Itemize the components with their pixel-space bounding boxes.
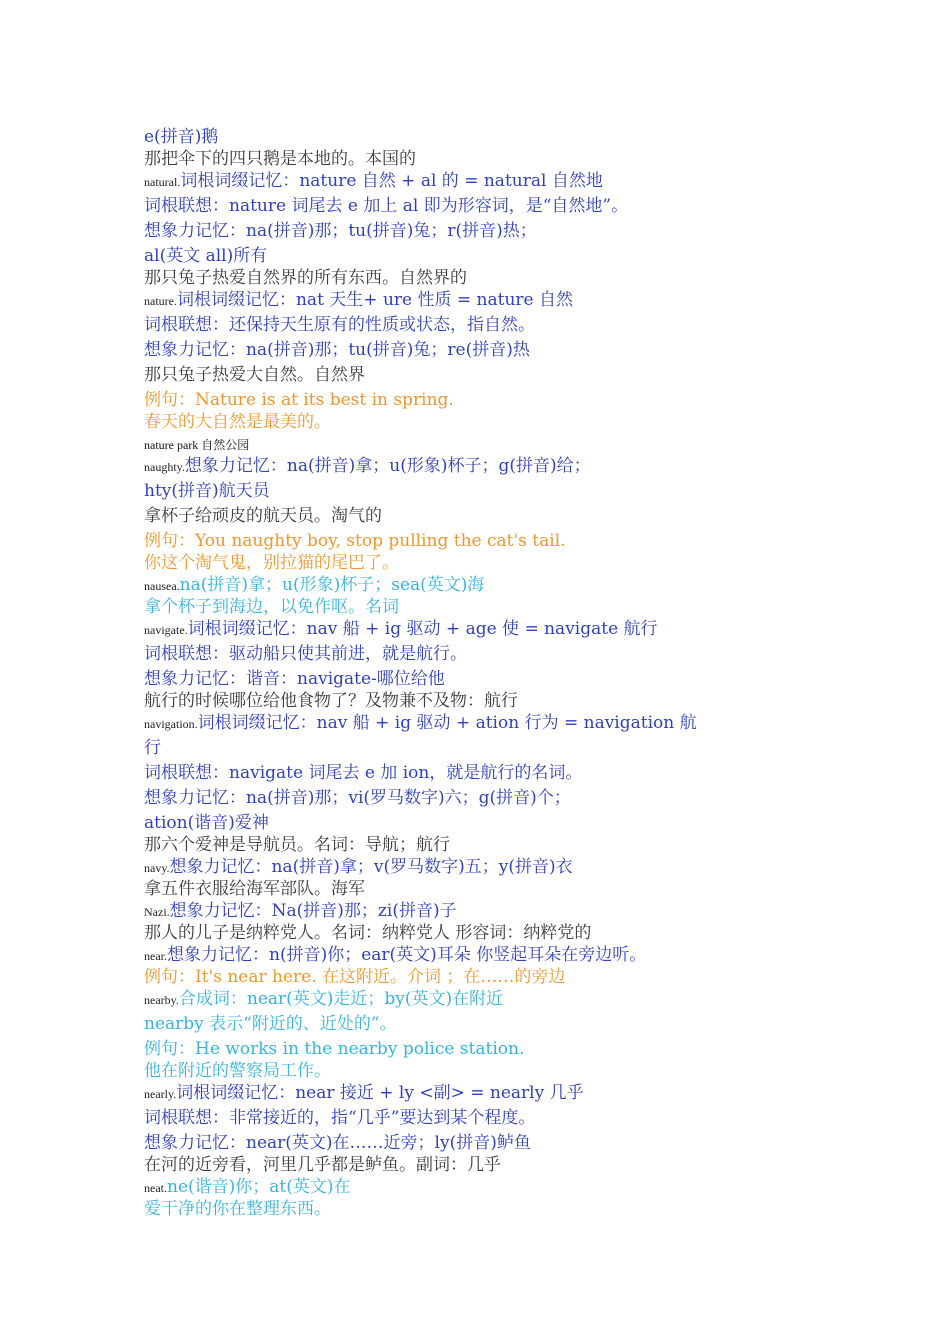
line-text: e(拼音)鹅 xyxy=(144,127,219,147)
line-text: 词根联想：驱动船只使其前进，就是航行。 xyxy=(144,644,467,664)
line-text: 想象力记忆：na(拼音)那；tu(拼音)兔；r(拼音)热； xyxy=(144,221,537,241)
text-line xyxy=(144,737,824,759)
text-line xyxy=(144,480,824,502)
text-line xyxy=(144,1132,824,1154)
line-text: 那六个爱神是导航员。名词：导航；航行 xyxy=(144,835,450,855)
headword: naughty. xyxy=(144,460,185,474)
text-line xyxy=(144,1154,824,1176)
line-text: 航行的时候哪位给他食物了？及物兼不及物：航行 xyxy=(144,691,518,711)
line-text: 想象力记忆：na(拼音)拿；u(形象)杯子；g(拼音)给； xyxy=(184,456,591,476)
line-text: 想象力记忆：n(拼音)你；ear(英文)耳朵 你竖起耳朵在旁边听。 xyxy=(167,945,647,965)
text-line xyxy=(144,1013,824,1035)
line-text: 词根联想：还保持天生原有的性质或状态，指自然。 xyxy=(144,315,535,335)
headword: near. xyxy=(144,949,167,963)
text-line xyxy=(144,787,824,809)
text-line xyxy=(144,245,824,267)
line-text: 词根词缀记忆：nav 船 + ig 驱动 + age 使 = navigate 航行 xyxy=(187,619,658,639)
text-line xyxy=(144,389,824,411)
headword: navy. xyxy=(144,861,170,875)
line-text: 拿杯子给顽皮的航天员。淘气的 xyxy=(144,506,382,526)
line-text: 例句：You naughty boy, stop pulling the cat's tail. xyxy=(144,531,566,551)
headword: nature. xyxy=(144,294,177,308)
line-text: 拿个杯子到海边，以免作呕。名词 xyxy=(144,597,399,617)
line-text: 词根词缀记忆：near 接近 + ly <副> = nearly 几乎 xyxy=(176,1083,584,1103)
text-line xyxy=(144,220,824,242)
line-text: 词根联想：nature 词尾去 e 加上 al 即为形容词，是“自然地”。 xyxy=(144,196,629,216)
line-text: 那只兔子热爱自然界的所有东西。自然界的 xyxy=(144,268,467,288)
text-line xyxy=(144,1060,824,1082)
line-text: 想象力记忆：Na(拼音)那；zi(拼音)子 xyxy=(169,901,457,921)
text-line xyxy=(144,267,824,289)
line-text: 例句：It's near here. 在这附近。介词 ；在……的旁边 xyxy=(144,967,566,987)
line-text: 他在附近的警察局工作。 xyxy=(144,1061,331,1081)
headword: navigate. xyxy=(144,623,188,637)
line-text: hty(拼音)航天员 xyxy=(144,481,270,501)
text-line xyxy=(144,812,824,834)
line-text: nearby 表示“附近的、近处的”。 xyxy=(144,1014,397,1034)
line-text: 词根词缀记忆：nature 自然 + al 的 = natural 自然地 xyxy=(180,171,603,191)
text-line xyxy=(144,126,824,148)
line-text: 例句：He works in the nearby police station. xyxy=(144,1039,525,1059)
document-body xyxy=(144,126,824,1220)
text-line xyxy=(144,530,824,552)
text-line xyxy=(144,289,824,311)
text-line xyxy=(144,900,824,922)
line-text: 行 xyxy=(144,738,161,758)
text-line xyxy=(144,411,824,433)
line-text: 想象力记忆：谐音：navigate-哪位给他 xyxy=(144,669,445,689)
line-text: 想象力记忆：na(拼音)那；tu(拼音)兔；re(拼音)热 xyxy=(144,340,530,360)
line-text: 合成词：near(英文)走近；by(英文)在附近 xyxy=(178,989,504,1009)
line-text: 词根联想：非常接近的，指“几乎”要达到某个程度。 xyxy=(144,1108,536,1128)
text-line xyxy=(144,596,824,618)
text-line xyxy=(144,433,824,455)
text-line xyxy=(144,988,824,1010)
text-line xyxy=(144,878,824,900)
headword: nearly. xyxy=(144,1087,177,1101)
line-text: 例句：Nature is at its best in spring. xyxy=(144,390,454,410)
text-line xyxy=(144,643,824,665)
line-text: 爱干净的你在整理东西。 xyxy=(144,1199,331,1219)
text-line xyxy=(144,856,824,878)
text-line xyxy=(144,1176,824,1198)
text-line xyxy=(144,148,824,170)
text-line xyxy=(144,455,824,477)
line-text: 想象力记忆：near(英文)在……近旁；ly(拼音)鲈鱼 xyxy=(144,1133,531,1153)
line-text: al(英文 all)所有 xyxy=(144,246,268,266)
headword: nausea. xyxy=(144,579,180,593)
line-text: 词根联想：navigate 词尾去 e 加 ion，就是航行的名词。 xyxy=(144,763,583,783)
text-line xyxy=(144,1082,824,1104)
text-line xyxy=(144,574,824,596)
headword: nearby. xyxy=(144,993,179,1007)
line-text: 那只兔子热爱大自然。自然界 xyxy=(144,365,365,385)
line-text: 你这个淘气鬼，别拉猫的尾巴了。 xyxy=(144,553,399,573)
line-text: 拿五件衣服给海军部队。海军 xyxy=(144,879,365,899)
text-line xyxy=(144,668,824,690)
headword: natural. xyxy=(144,175,181,189)
line-text: na(拼音)拿；u(形象)杯子；sea(英文)海 xyxy=(179,575,485,595)
text-line xyxy=(144,1038,824,1060)
text-line xyxy=(144,690,824,712)
line-text: 春天的大自然是最美的。 xyxy=(144,412,331,432)
text-line xyxy=(144,834,824,856)
line-text: 在河的近旁看，河里几乎都是鲈鱼。副词：几乎 xyxy=(144,1155,501,1175)
text-line xyxy=(144,170,824,192)
text-line xyxy=(144,195,824,217)
text-line xyxy=(144,922,824,944)
text-line xyxy=(144,1107,824,1129)
text-line xyxy=(144,364,824,386)
headword: neat. xyxy=(144,1181,167,1195)
line-text: ation(谐音)爱神 xyxy=(144,813,269,833)
line-text: 想象力记忆：na(拼音)拿；v(罗马数字)五；y(拼音)衣 xyxy=(169,857,573,877)
text-line xyxy=(144,339,824,361)
text-line xyxy=(144,1198,824,1220)
headword: navigation. xyxy=(144,717,198,731)
text-line xyxy=(144,966,824,988)
text-line xyxy=(144,314,824,336)
line-text: 词根词缀记忆：nat 天生+ ure 性质 = nature 自然 xyxy=(176,290,573,310)
phrase-text: nature park 自然公园 xyxy=(144,438,250,452)
text-line xyxy=(144,712,824,734)
line-text: 想象力记忆：na(拼音)那；vi(罗马数字)六；g(拼音)个； xyxy=(144,788,571,808)
line-text: ne(谐音)你；at(英文)在 xyxy=(167,1177,351,1197)
text-line xyxy=(144,944,824,966)
line-text: 词根词缀记忆：nav 船 + ig 驱动 + ation 行为 = navigation 航 xyxy=(197,713,697,733)
headword: Nazi. xyxy=(144,905,170,919)
line-text: 那把伞下的四只鹅是本地的。本国的 xyxy=(144,149,416,169)
text-line xyxy=(144,505,824,527)
line-text: 那人的儿子是纳粹党人。名词：纳粹党人 形容词：纳粹党的 xyxy=(144,923,592,943)
text-line xyxy=(144,762,824,784)
text-line xyxy=(144,552,824,574)
text-line xyxy=(144,618,824,640)
